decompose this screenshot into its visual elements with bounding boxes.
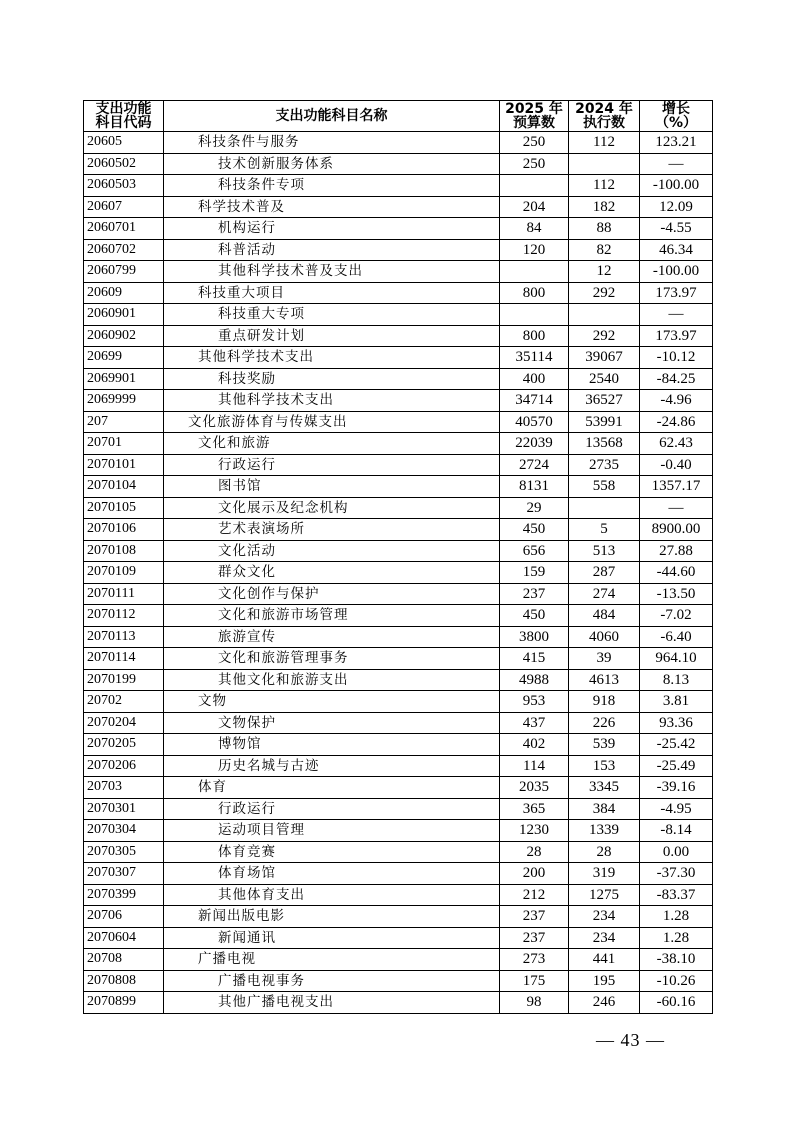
cell-budget-2025: 2724	[500, 454, 569, 476]
table-row	[84, 970, 713, 992]
cell-name: 艺术表演场所	[164, 519, 500, 541]
cell-name: 科普活动	[164, 239, 500, 261]
cell-exec-2024: 918	[569, 691, 640, 713]
cell-name: 科技奖励	[164, 368, 500, 390]
cell-name: 科技重大项目	[164, 282, 500, 304]
cell-code: 2070307	[84, 863, 164, 885]
cell-growth: —	[640, 304, 713, 326]
cell-budget-2025: 237	[500, 583, 569, 605]
table-header-row	[84, 101, 713, 132]
table-row	[84, 583, 713, 605]
cell-exec-2024: 384	[569, 798, 640, 820]
cell-growth: -6.40	[640, 626, 713, 648]
cell-name: 机构运行	[164, 218, 500, 240]
cell-growth: -60.16	[640, 992, 713, 1014]
cell-name: 文物	[164, 691, 500, 713]
table-row	[84, 132, 713, 154]
cell-name: 广播电视	[164, 949, 500, 971]
cell-code: 2070199	[84, 669, 164, 691]
cell-code: 2070111	[84, 583, 164, 605]
cell-code: 2070104	[84, 476, 164, 498]
table-row	[84, 433, 713, 455]
cell-exec-2024: 3345	[569, 777, 640, 799]
cell-name: 博物馆	[164, 734, 500, 756]
cell-growth: -25.42	[640, 734, 713, 756]
cell-growth: 46.34	[640, 239, 713, 261]
table-row	[84, 626, 713, 648]
table-row	[84, 777, 713, 799]
cell-code: 20702	[84, 691, 164, 713]
cell-budget-2025	[500, 304, 569, 326]
cell-name: 运动项目管理	[164, 820, 500, 842]
cell-budget-2025: 212	[500, 884, 569, 906]
cell-name: 体育竞赛	[164, 841, 500, 863]
cell-growth: 173.97	[640, 325, 713, 347]
cell-name: 文化活动	[164, 540, 500, 562]
cell-name: 文化展示及纪念机构	[164, 497, 500, 519]
cell-growth: 1.28	[640, 906, 713, 928]
cell-name: 科学技术普及	[164, 196, 500, 218]
cell-budget-2025: 273	[500, 949, 569, 971]
cell-code: 2060702	[84, 239, 164, 261]
cell-exec-2024: 1339	[569, 820, 640, 842]
cell-exec-2024: 441	[569, 949, 640, 971]
cell-code: 2070305	[84, 841, 164, 863]
cell-name: 其他科学技术支出	[164, 390, 500, 412]
cell-code: 2070304	[84, 820, 164, 842]
cell-code: 2060502	[84, 153, 164, 175]
cell-growth: -4.95	[640, 798, 713, 820]
cell-name: 科技条件专项	[164, 175, 500, 197]
header-budget-2025-line2: 预算数	[513, 115, 555, 131]
cell-growth: 12.09	[640, 196, 713, 218]
cell-exec-2024: 5	[569, 519, 640, 541]
cell-growth: -38.10	[640, 949, 713, 971]
cell-exec-2024: 153	[569, 755, 640, 777]
table-row	[84, 798, 713, 820]
cell-growth: 8.13	[640, 669, 713, 691]
cell-growth: 1357.17	[640, 476, 713, 498]
table-row	[84, 540, 713, 562]
cell-name: 文化和旅游市场管理	[164, 605, 500, 627]
header-code	[84, 101, 164, 132]
table-row	[84, 261, 713, 283]
cell-exec-2024	[569, 304, 640, 326]
cell-code: 20708	[84, 949, 164, 971]
cell-growth: -0.40	[640, 454, 713, 476]
cell-code: 2070112	[84, 605, 164, 627]
table-row	[84, 648, 713, 670]
cell-name: 新闻通讯	[164, 927, 500, 949]
cell-name: 广播电视事务	[164, 970, 500, 992]
cell-budget-2025: 35114	[500, 347, 569, 369]
cell-budget-2025: 402	[500, 734, 569, 756]
page-number: — 43 —	[596, 1030, 665, 1050]
cell-code: 2060902	[84, 325, 164, 347]
cell-budget-2025: 237	[500, 906, 569, 928]
cell-budget-2025: 84	[500, 218, 569, 240]
cell-code: 2070204	[84, 712, 164, 734]
cell-exec-2024: 112	[569, 175, 640, 197]
cell-exec-2024: 292	[569, 282, 640, 304]
cell-exec-2024: 28	[569, 841, 640, 863]
cell-name: 科技重大专项	[164, 304, 500, 326]
cell-code: 2070301	[84, 798, 164, 820]
cell-growth: -24.86	[640, 411, 713, 433]
cell-name: 行政运行	[164, 454, 500, 476]
cell-name: 文化和旅游管理事务	[164, 648, 500, 670]
cell-code: 2070604	[84, 927, 164, 949]
cell-budget-2025: 3800	[500, 626, 569, 648]
table-row	[84, 325, 713, 347]
cell-growth: -13.50	[640, 583, 713, 605]
table-row	[84, 304, 713, 326]
cell-growth: —	[640, 497, 713, 519]
cell-code: 2070205	[84, 734, 164, 756]
table-row	[84, 282, 713, 304]
cell-budget-2025: 200	[500, 863, 569, 885]
cell-code: 2070206	[84, 755, 164, 777]
cell-exec-2024: 53991	[569, 411, 640, 433]
table-row	[84, 218, 713, 240]
cell-growth: 93.36	[640, 712, 713, 734]
cell-budget-2025: 175	[500, 970, 569, 992]
header-growth-line2: （%）	[654, 115, 698, 131]
cell-exec-2024: 112	[569, 132, 640, 154]
header-budget-2025	[500, 101, 569, 132]
cell-exec-2024: 195	[569, 970, 640, 992]
cell-budget-2025: 365	[500, 798, 569, 820]
cell-exec-2024: 484	[569, 605, 640, 627]
cell-budget-2025	[500, 175, 569, 197]
cell-exec-2024: 4060	[569, 626, 640, 648]
table-row	[84, 411, 713, 433]
cell-budget-2025: 450	[500, 519, 569, 541]
cell-exec-2024: 234	[569, 906, 640, 928]
cell-code: 20703	[84, 777, 164, 799]
cell-name: 重点研发计划	[164, 325, 500, 347]
cell-exec-2024: 88	[569, 218, 640, 240]
cell-budget-2025: 34714	[500, 390, 569, 412]
cell-exec-2024: 12	[569, 261, 640, 283]
cell-code: 20699	[84, 347, 164, 369]
cell-growth: -44.60	[640, 562, 713, 584]
header-exec-2024-line2: 执行数	[583, 115, 625, 131]
cell-growth: -8.14	[640, 820, 713, 842]
cell-budget-2025: 2035	[500, 777, 569, 799]
table-body	[84, 132, 713, 1014]
cell-budget-2025: 29	[500, 497, 569, 519]
cell-name: 群众文化	[164, 562, 500, 584]
cell-code: 2070808	[84, 970, 164, 992]
cell-code: 20609	[84, 282, 164, 304]
header-budget-2025-line1: 2025 年	[505, 101, 563, 117]
header-growth	[640, 101, 713, 132]
table-row	[84, 691, 713, 713]
cell-growth: 964.10	[640, 648, 713, 670]
table-row	[84, 153, 713, 175]
cell-budget-2025: 8131	[500, 476, 569, 498]
cell-budget-2025: 120	[500, 239, 569, 261]
table-row	[84, 906, 713, 928]
table-row	[84, 992, 713, 1014]
table-row	[84, 712, 713, 734]
cell-code: 2070109	[84, 562, 164, 584]
cell-growth: 27.88	[640, 540, 713, 562]
cell-budget-2025: 159	[500, 562, 569, 584]
cell-name: 其他文化和旅游支出	[164, 669, 500, 691]
cell-growth: -100.00	[640, 175, 713, 197]
cell-growth: -37.30	[640, 863, 713, 885]
table-row	[84, 562, 713, 584]
table-row	[84, 196, 713, 218]
cell-exec-2024: 2540	[569, 368, 640, 390]
cell-exec-2024: 319	[569, 863, 640, 885]
cell-budget-2025: 250	[500, 132, 569, 154]
cell-exec-2024: 39	[569, 648, 640, 670]
cell-code: 2069999	[84, 390, 164, 412]
cell-name: 技术创新服务体系	[164, 153, 500, 175]
cell-budget-2025: 800	[500, 325, 569, 347]
cell-exec-2024: 39067	[569, 347, 640, 369]
cell-exec-2024: 287	[569, 562, 640, 584]
cell-name: 其他广播电视支出	[164, 992, 500, 1014]
cell-growth: 62.43	[640, 433, 713, 455]
cell-name: 文化创作与保护	[164, 583, 500, 605]
cell-budget-2025: 22039	[500, 433, 569, 455]
cell-growth: -7.02	[640, 605, 713, 627]
cell-name: 行政运行	[164, 798, 500, 820]
cell-budget-2025: 28	[500, 841, 569, 863]
cell-exec-2024: 558	[569, 476, 640, 498]
cell-growth: —	[640, 153, 713, 175]
cell-budget-2025: 450	[500, 605, 569, 627]
cell-name: 科技条件与服务	[164, 132, 500, 154]
cell-exec-2024: 2735	[569, 454, 640, 476]
cell-growth: -4.55	[640, 218, 713, 240]
cell-code: 2070399	[84, 884, 164, 906]
cell-budget-2025: 237	[500, 927, 569, 949]
cell-budget-2025: 800	[500, 282, 569, 304]
cell-budget-2025: 437	[500, 712, 569, 734]
table-row	[84, 347, 713, 369]
cell-budget-2025: 656	[500, 540, 569, 562]
table-row	[84, 390, 713, 412]
cell-exec-2024: 539	[569, 734, 640, 756]
header-exec-2024	[569, 101, 640, 132]
cell-name: 图书馆	[164, 476, 500, 498]
table-row	[84, 863, 713, 885]
cell-budget-2025: 250	[500, 153, 569, 175]
expenditure-table	[83, 100, 713, 1014]
cell-growth: 1.28	[640, 927, 713, 949]
cell-code: 2070105	[84, 497, 164, 519]
cell-growth: -4.96	[640, 390, 713, 412]
cell-growth: -10.12	[640, 347, 713, 369]
cell-exec-2024: 4613	[569, 669, 640, 691]
cell-code: 20706	[84, 906, 164, 928]
cell-exec-2024: 36527	[569, 390, 640, 412]
cell-code: 20701	[84, 433, 164, 455]
cell-code: 20607	[84, 196, 164, 218]
cell-growth: -25.49	[640, 755, 713, 777]
cell-code: 20605	[84, 132, 164, 154]
header-exec-2024-line1: 2024 年	[575, 101, 633, 117]
cell-name: 旅游宣传	[164, 626, 500, 648]
cell-code: 2069901	[84, 368, 164, 390]
cell-code: 2070114	[84, 648, 164, 670]
cell-growth: 8900.00	[640, 519, 713, 541]
cell-name: 文化和旅游	[164, 433, 500, 455]
cell-budget-2025: 98	[500, 992, 569, 1014]
table-row	[84, 755, 713, 777]
cell-name: 体育场馆	[164, 863, 500, 885]
cell-name: 其他科学技术支出	[164, 347, 500, 369]
cell-exec-2024: 13568	[569, 433, 640, 455]
cell-code: 2070113	[84, 626, 164, 648]
cell-name: 其他体育支出	[164, 884, 500, 906]
table-row	[84, 497, 713, 519]
table-row	[84, 368, 713, 390]
table-row	[84, 669, 713, 691]
table-row	[84, 175, 713, 197]
budget-table-container	[83, 100, 712, 1014]
cell-code: 2060503	[84, 175, 164, 197]
cell-name: 历史名城与古迹	[164, 755, 500, 777]
table-row	[84, 884, 713, 906]
header-code-line2: 科目代码	[95, 115, 152, 131]
table-row	[84, 605, 713, 627]
cell-budget-2025: 4988	[500, 669, 569, 691]
cell-growth: -84.25	[640, 368, 713, 390]
cell-code: 2070108	[84, 540, 164, 562]
cell-growth: 173.97	[640, 282, 713, 304]
cell-code: 2070101	[84, 454, 164, 476]
cell-growth: -10.26	[640, 970, 713, 992]
cell-growth: 123.21	[640, 132, 713, 154]
table-row	[84, 949, 713, 971]
cell-code: 2070106	[84, 519, 164, 541]
cell-name: 文物保护	[164, 712, 500, 734]
table-row	[84, 927, 713, 949]
cell-growth: 3.81	[640, 691, 713, 713]
cell-code: 2070899	[84, 992, 164, 1014]
cell-budget-2025: 40570	[500, 411, 569, 433]
header-code-line1: 支出功能	[95, 101, 152, 117]
table-row	[84, 820, 713, 842]
cell-exec-2024: 82	[569, 239, 640, 261]
cell-budget-2025: 1230	[500, 820, 569, 842]
cell-name: 新闻出版电影	[164, 906, 500, 928]
cell-name: 其他科学技术普及支出	[164, 261, 500, 283]
table-row	[84, 239, 713, 261]
cell-budget-2025: 415	[500, 648, 569, 670]
cell-budget-2025: 204	[500, 196, 569, 218]
header-name: 支出功能科目名称	[164, 101, 500, 132]
cell-code: 207	[84, 411, 164, 433]
cell-growth: -83.37	[640, 884, 713, 906]
cell-budget-2025: 400	[500, 368, 569, 390]
cell-exec-2024: 234	[569, 927, 640, 949]
cell-budget-2025: 953	[500, 691, 569, 713]
cell-code: 2060701	[84, 218, 164, 240]
table-row	[84, 841, 713, 863]
cell-exec-2024: 513	[569, 540, 640, 562]
cell-exec-2024: 274	[569, 583, 640, 605]
cell-exec-2024	[569, 153, 640, 175]
cell-exec-2024: 246	[569, 992, 640, 1014]
cell-exec-2024: 226	[569, 712, 640, 734]
cell-budget-2025	[500, 261, 569, 283]
cell-exec-2024	[569, 497, 640, 519]
cell-growth: -39.16	[640, 777, 713, 799]
table-row	[84, 519, 713, 541]
cell-name: 体育	[164, 777, 500, 799]
cell-budget-2025: 114	[500, 755, 569, 777]
cell-exec-2024: 292	[569, 325, 640, 347]
cell-code: 2060799	[84, 261, 164, 283]
header-growth-line1: 增长	[662, 101, 690, 117]
cell-code: 2060901	[84, 304, 164, 326]
cell-name: 文化旅游体育与传媒支出	[164, 411, 500, 433]
cell-exec-2024: 1275	[569, 884, 640, 906]
table-row	[84, 476, 713, 498]
table-row	[84, 454, 713, 476]
table-row	[84, 734, 713, 756]
cell-growth: 0.00	[640, 841, 713, 863]
cell-exec-2024: 182	[569, 196, 640, 218]
cell-growth: -100.00	[640, 261, 713, 283]
